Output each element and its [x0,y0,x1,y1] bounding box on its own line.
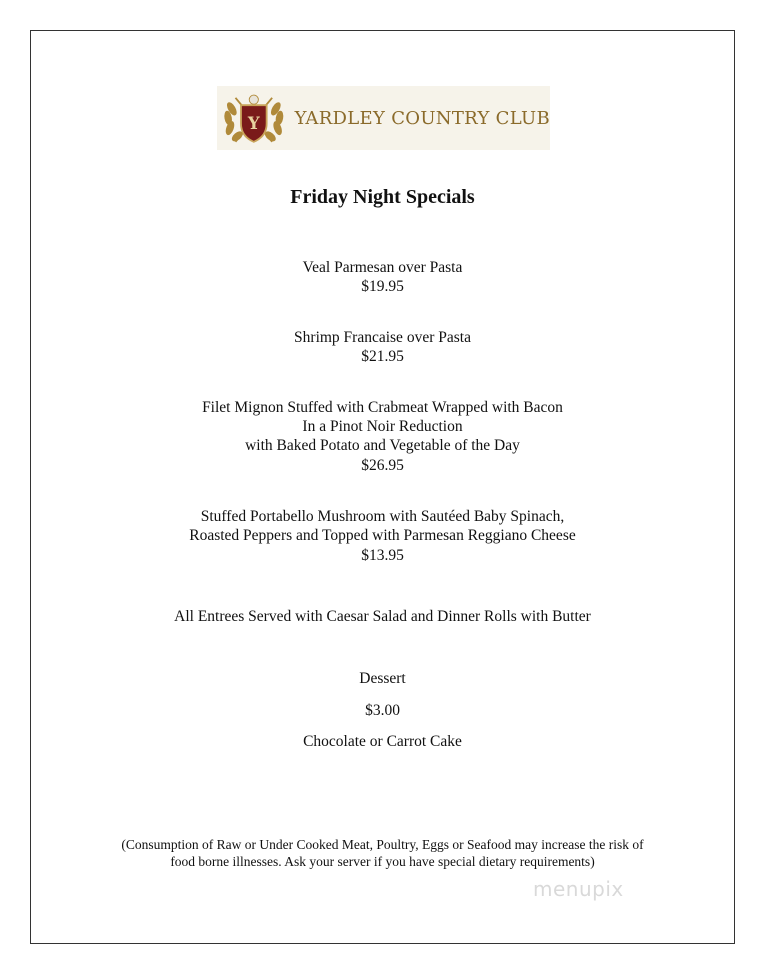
disclaimer-line-1: (Consumption of Raw or Under Cooked Meat, Poultry, Eggs or Seafood may increase the risk of [121,837,644,852]
club-logo [217,86,550,150]
item-4-line-2: Roasted Peppers and Topped with Parmesan Reggiano Cheese [189,527,576,544]
logo-text: YARDLEY COUNTRY CLUB [294,107,550,129]
disclaimer-line-2: food borne illnesses. Ask your server if you have special dietary requirements) [170,854,595,869]
item-4-price: $13.95 [361,547,404,564]
item-3-line-3: with Baked Potato and Vegetable of the Day [245,437,520,454]
item-3-price: $26.95 [361,457,404,474]
item-2-line-1: Shrimp Francaise over Pasta [294,329,471,346]
item-1-line-1: Veal Parmesan over Pasta [302,259,463,276]
entrees-note: All Entrees Served with Caesar Salad and Dinner Rolls with Butter [174,608,591,625]
dessert-heading: Dessert [359,670,406,687]
dessert-options: Chocolate or Carrot Cake [303,733,462,750]
menu-page-frame [30,30,735,944]
item-1-price: $19.95 [361,278,404,295]
item-3-line-1: Filet Mignon Stuffed with Crabmeat Wrapped with Bacon [202,399,563,416]
watermark: menupix [533,877,624,901]
svg-text:Y: Y [247,113,260,133]
crest-emblem [219,88,289,148]
page-title: Friday Night Specials [290,186,475,208]
item-4-line-1: Stuffed Portabello Mushroom with Sautéed Baby Spinach, [200,508,565,525]
item-3-line-2: In a Pinot Noir Reduction [302,418,463,435]
item-2-price: $21.95 [361,348,404,365]
dessert-price: $3.00 [365,702,400,719]
